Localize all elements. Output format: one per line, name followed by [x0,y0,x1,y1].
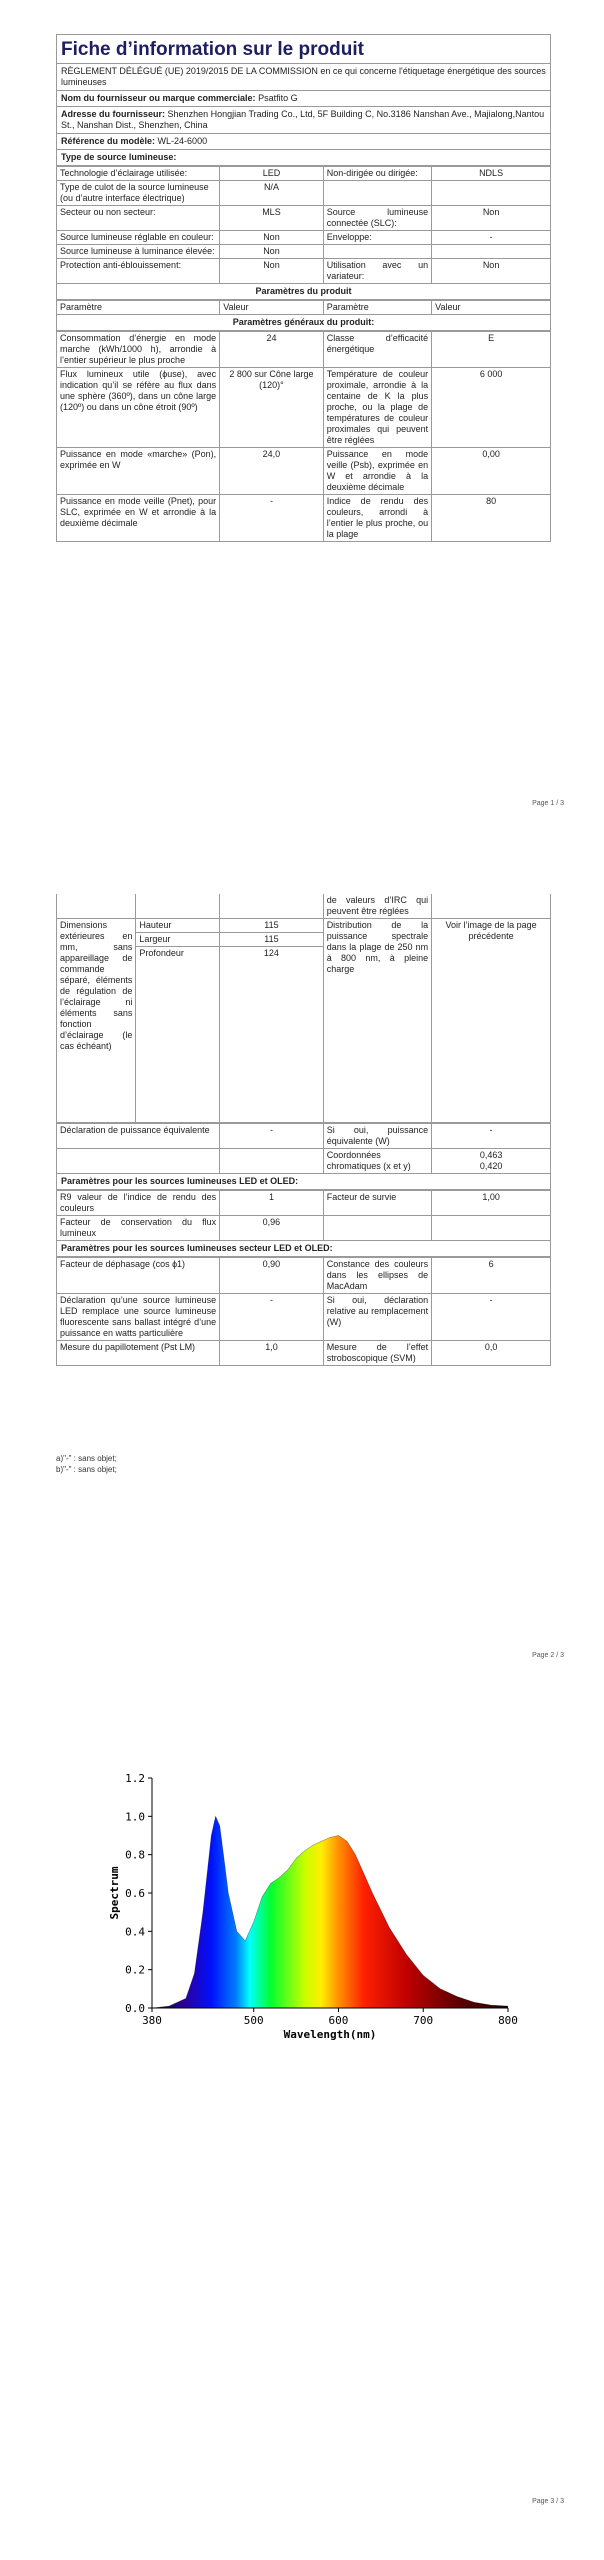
mains-param-value-2: 6 [432,1258,550,1294]
supplier-label: Nom du fournisseur ou marque commerciale: [61,93,256,103]
led-row [57,1216,550,1241]
mains-table [57,1257,550,1366]
mains-param-value: 1,0 [220,1341,324,1366]
type-table [57,166,550,284]
general-param-label: Puissance en mode veille (Pnet), pour SLC, exprimée en W et arrondie à la deuxième décimale [57,495,220,542]
regulation-text: RÈGLEMENT DÉLÉGUÉ (UE) 2019/2015 DE LA COMMISSION en ce qui concerne l'étiquetage énergétique des sources lumineuses [57,64,550,91]
x-axis-label: Wavelength(nm) [283,2028,377,2041]
type-row [57,167,550,181]
type-param-value: N/A [220,181,324,206]
type-param-value: MLS [220,206,324,231]
page-number: Page 3 / 3 [532,2498,564,2505]
type-param-value-2: Non [432,259,550,284]
mains-param-value-2: 0,0 [432,1341,550,1366]
general-param-label-2: Température de couleur proximale, arrondie à la centaine de K la plus proche, ou la plage de températures de couleur proximales qui peuvent être réglées [323,368,431,448]
x-tick-label: 500 [243,2014,264,2027]
type-param-value-2: Non [432,206,550,231]
mains-row [57,1258,550,1294]
mains-param-label: Déclaration qu’une source lumineuse LED remplace une source lumineuse fluorescente sans ballast intégré d’une puissance en watts particulière [57,1294,220,1341]
spectrum-area [152,1816,508,2008]
equiv-param-label: Déclaration de puissance équivalente [57,1124,220,1149]
general-param-label: Puissance en mode «marche» (Pon), exprimée en W [57,448,220,495]
dimensions-label: Dimensions extérieures en mm, sans appareillage de commande séparé, éléments de régulation de l’éclairage ni éléments sans fonction d’éclairage (le cas échéant) [57,919,136,1123]
general-param-value-2: 6 000 [432,368,550,448]
general-row [57,332,550,368]
general-param-value-2: E [432,332,550,368]
page-1 [0,0,604,860]
general-param-value: 24,0 [220,448,324,495]
type-param-value: LED [220,167,324,181]
led-param-value: 0,96 [220,1216,324,1241]
general-param-value-2: 80 [432,495,550,542]
dim-depth-value: 124 [220,947,324,1123]
y-tick-label: 0.8 [125,1848,145,1862]
general-param-value-2: 0,00 [432,448,550,495]
dim-height-value: 115 [220,919,324,933]
equiv-param-value-2: 0,463 0,420 [432,1149,550,1174]
type-param-value-2: - [432,231,550,245]
mains-row [57,1294,550,1341]
led-param-label-2: Facteur de survie [323,1191,431,1216]
led-table [57,1190,550,1241]
equiv-param-value-2: - [432,1124,550,1149]
type-row [57,181,550,206]
type-param-label: Type de culot de la source lumineuse (ou d’autre interface électrique) [57,181,220,206]
cri-range-cont: de valeurs d’IRC qui peuvent être réglées [323,894,431,919]
type-param-value: Non [220,259,324,284]
general-row [57,448,550,495]
type-param-label-2 [323,181,431,206]
led-section-title: Paramètres pour les sources lumineuses LED et OLED: [57,1174,550,1190]
equivalence-table [57,1123,550,1174]
header-param-1: Paramètre [57,301,220,315]
mains-param-label-2: Mesure de l’effet stroboscopique (SVM) [323,1341,431,1366]
supplier-row [57,91,550,107]
led-param-label: R9 valeur de l’indice de rendu des couleurs [57,1191,220,1216]
address-label: Adresse du fournisseur: [61,109,166,119]
general-param-label: Flux lumineux utile (ɸuse), avec indication qu’il se réfère au flux dans une sphère (360º), dans un cône large (120º) ou dans un cône étroit (90º) [57,368,220,448]
footnote-a: a)"-" : sans objet; [56,1454,117,1463]
page-number: Page 2 / 3 [532,1652,564,1659]
params-header-table [57,300,550,315]
model-label: Référence du modèle: [61,136,156,146]
spectral-value: Voir l’image de la page précédente [432,919,550,1123]
dim-height-label: Hauteur [136,919,220,933]
led-param-value: 1 [220,1191,324,1216]
equiv-param-value [220,1149,324,1174]
equiv-param-label-2: Coordonnées chromatiques (x et y) [323,1149,431,1174]
type-row [57,245,550,259]
type-param-value: Non [220,245,324,259]
type-param-label-2: Enveloppe: [323,231,431,245]
type-param-value: Non [220,231,324,245]
type-param-label-2: Non-dirigée ou dirigée: [323,167,431,181]
mains-param-label: Facteur de déphasage (cos ɸ1) [57,1258,220,1294]
mains-row [57,1341,550,1366]
x-tick-label: 800 [498,2014,518,2027]
address-value: Shenzhen Hongjian Trading Co., Ltd, 5F Building C, No.3186 Nanshan Ave., Majialong,Nantou St., Nanshan Dist., Shenzhen, China [61,109,545,130]
header-param-2: Paramètre [323,301,431,315]
general-param-value: 2 800 sur Cône large (120)° [220,368,324,448]
equiv-param-value: - [220,1124,324,1149]
mains-param-label-2: Constance des couleurs dans les ellipses de MacAdam [323,1258,431,1294]
spectrum-chart [100,1760,520,2050]
mains-param-label: Mesure du papillotement (Pst LM) [57,1341,220,1366]
led-param-label-2 [323,1216,431,1241]
general-params-title: Paramètres généraux du produit: [57,315,550,331]
chart-plot-area [108,1772,518,2041]
type-param-value-2: NDLS [432,167,550,181]
type-row [57,206,550,231]
equiv-row [57,1149,550,1174]
supplier-value: Psatfito G [258,93,298,103]
led-param-value-2: 1,00 [432,1191,550,1216]
general-params-table [57,331,550,542]
led-row [57,1191,550,1216]
page-2 [0,860,604,1720]
type-param-label: Secteur ou non secteur: [57,206,220,231]
general-param-value: - [220,495,324,542]
page-number: Page 1 / 3 [532,800,564,807]
footnote-b: b)"-" : sans objet; [56,1465,117,1474]
equiv-param-label-2: Si oui, puissance équivalente (W) [323,1124,431,1149]
y-tick-label: 0.4 [125,1925,145,1939]
general-row [57,368,550,448]
general-param-label-2: Classe d’efficacité énergétique [323,332,431,368]
led-param-value-2 [432,1216,550,1241]
address-row [57,107,550,134]
header-value-2: Valeur [432,301,550,315]
page-title: Fiche d’information sur le produit [57,34,550,64]
type-param-value-2 [432,181,550,206]
mains-param-value: 0,90 [220,1258,324,1294]
dim-width-label: Largeur [136,933,220,947]
general-param-value: 24 [220,332,324,368]
cont-empty-2 [136,894,220,919]
mains-section-title: Paramètres pour les sources lumineuses secteur LED et OLED: [57,1241,550,1257]
y-tick-label: 1.0 [125,1810,145,1824]
footnotes [56,1452,117,1474]
type-param-value-2 [432,245,550,259]
equiv-row [57,1124,550,1149]
general-row [57,495,550,542]
general-param-label: Consommation d’énergie en mode marche (kWh/1000 h), arrondie à l’entier supérieur le plus proche [57,332,220,368]
dim-depth-label: Profondeur [136,947,220,1123]
dim-width-value: 115 [220,933,324,947]
y-tick-label: 0.6 [125,1887,145,1900]
equiv-param-label [57,1149,220,1174]
mains-param-value-2: - [432,1294,550,1341]
led-param-label: Facteur de conservation du flux lumineux [57,1216,220,1241]
type-param-label-2: Utilisation avec un variateur: [323,259,431,284]
type-param-label-2 [323,245,431,259]
cont-empty-1 [57,894,136,919]
product-sheet [56,34,551,542]
general-param-label-2: Puissance en mode veille (Psb), exprimée en W et arrondie à la deuxième décimale [323,448,431,495]
x-tick-label: 600 [328,2014,349,2027]
spectral-label: Distribution de la puissance spectrale dans la plage de 250 nm à 800 nm, à pleine charge [323,919,431,1123]
y-tick-label: 0.0 [125,2002,145,2015]
x-tick-label: 380 [142,2014,162,2027]
params-section-title: Paramètres du produit [57,284,550,300]
y-tick-label: 0.2 [125,1963,145,1977]
x-tick-label: 700 [413,2014,434,2027]
type-param-label: Protection anti-éblouissement: [57,259,220,284]
model-value: WL-24-6000 [157,136,208,146]
type-param-label: Technologie d’éclairage utilisée: [57,167,220,181]
cont-empty-3 [220,894,324,919]
y-tick-label: 1.2 [125,1772,145,1785]
type-param-label: Source lumineuse à luminance élevée: [57,245,220,259]
mains-param-label-2: Si oui, déclaration relative au remplacement (W) [323,1294,431,1341]
general-param-label-2: Indice de rendu des couleurs, arrondi à l’entier le plus proche, ou la plage [323,495,431,542]
model-row [57,134,550,150]
type-row [57,259,550,284]
type-param-label: Source lumineuse réglable en couleur: [57,231,220,245]
cont-empty-4 [432,894,550,919]
product-sheet-continued [56,894,551,1366]
mains-param-value: - [220,1294,324,1341]
type-param-label-2: Source lumineuse connectée (SLC): [323,206,431,231]
continued-table [57,894,550,1123]
y-axis-label: Spectrum [108,1866,121,1920]
type-row [57,231,550,245]
type-section-title: Type de source lumineuse: [57,150,550,166]
header-value-1: Valeur [220,301,324,315]
